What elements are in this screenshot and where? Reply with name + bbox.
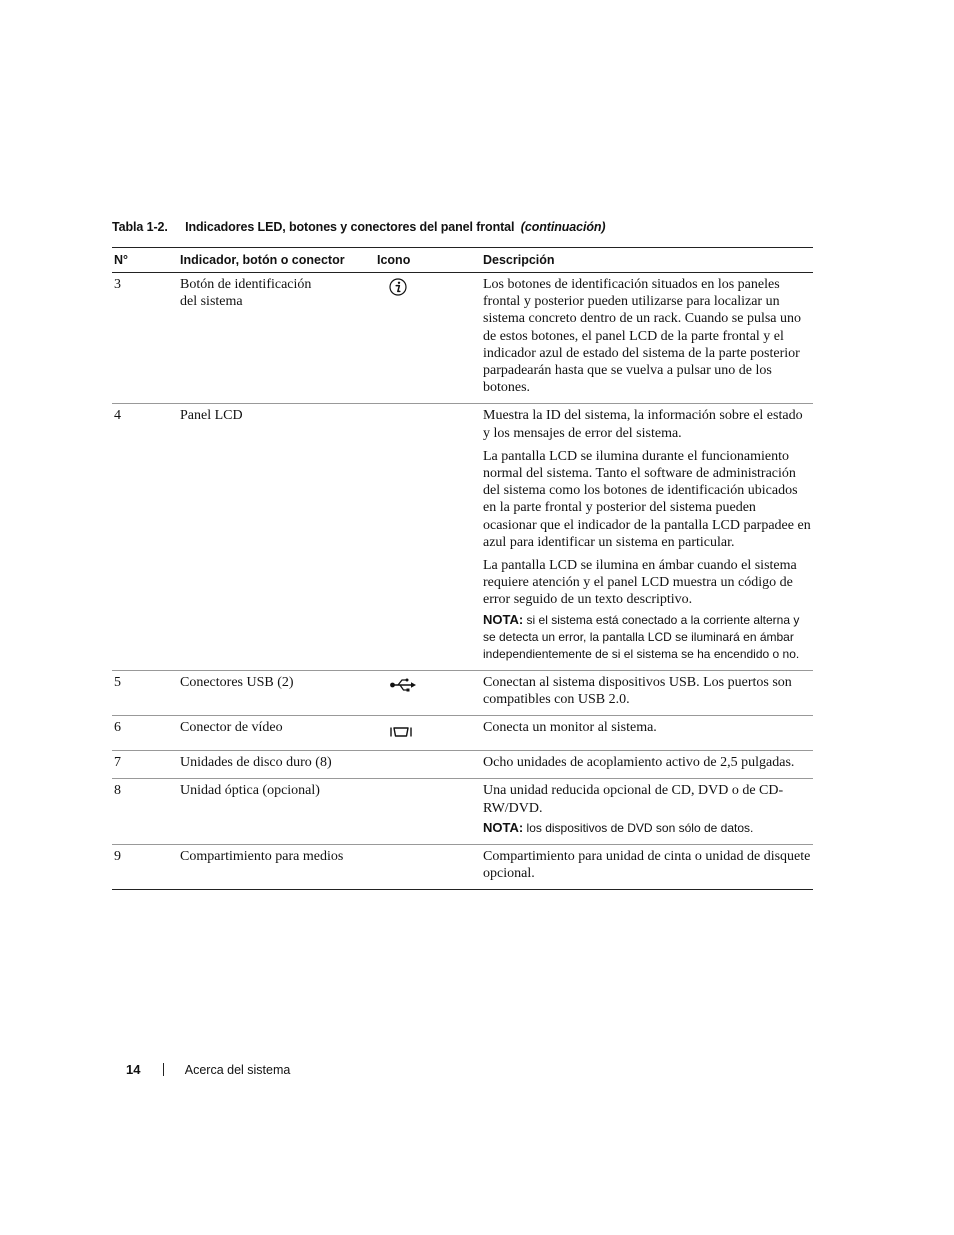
row-name-line: Botón de identificación	[180, 277, 312, 292]
row-desc	[483, 404, 813, 670]
row-icon-cell	[375, 404, 483, 670]
row-icon-cell	[375, 670, 483, 715]
row-name: Compartimiento para medios	[178, 844, 375, 889]
note-label: NOTA:	[483, 819, 524, 835]
desc-paragraph: La pantalla LCD se ilumina en ámbar cuando el sistema requiere atención y el panel LCD muestra un código de error seguido de un texto descriptivo.	[483, 558, 797, 608]
row-name: Conectores USB (2)	[178, 670, 375, 715]
row-desc	[483, 273, 813, 404]
page-number: 14	[126, 1062, 141, 1077]
row-desc	[483, 670, 813, 715]
row-num: 9	[112, 844, 178, 889]
table-row	[112, 779, 813, 844]
table-row	[112, 751, 813, 779]
row-desc	[483, 779, 813, 844]
row-desc	[483, 716, 813, 751]
row-num: 6	[112, 716, 178, 751]
row-num: 3	[112, 273, 178, 404]
row-name	[178, 273, 375, 404]
row-name-line: del sistema	[180, 294, 243, 310]
row-num: 8	[112, 779, 178, 844]
desc-paragraph: Conecta un monitor al sistema.	[483, 720, 657, 736]
row-icon-cell	[375, 273, 483, 404]
row-name: Unidades de disco duro (8)	[178, 751, 375, 779]
table-row	[112, 273, 813, 404]
row-num: 5	[112, 670, 178, 715]
row-icon-cell	[375, 751, 483, 779]
footer-divider	[163, 1063, 164, 1076]
row-desc	[483, 751, 813, 779]
caption-continuation: (continuación)	[520, 220, 606, 234]
header-icon: Icono	[375, 248, 483, 273]
desc-paragraph: Muestra la ID del sistema, la información sobre el estado y los mensajes de error del sistema.	[483, 408, 803, 441]
footer-section: Acerca del sistema	[184, 1063, 291, 1077]
desc-paragraph: Compartimiento para unidad de cinta o unidad de disquete opcional.	[483, 848, 811, 882]
caption-label: Tabla 1-2.	[112, 220, 168, 234]
desc-paragraph: Los botones de identificación situados en los paneles frontal y posterior pueden utilizarse para localizar un sistema concreto dentro de un rack. Cuando se pulsa uno de estos botones, el panel LCD de la parte frontal y el indicador azul de estado del sistema de la parte posterior parpadearán hasta que se vuelva a pulsar uno de los botones.	[483, 277, 802, 396]
usb-icon	[389, 676, 417, 694]
row-num: 7	[112, 751, 178, 779]
desc-paragraph: Conectan al sistema dispositivos USB. Los puertos son compatibles con USB 2.0.	[483, 674, 792, 707]
header-num: N°	[112, 248, 178, 273]
row-name: Unidad óptica (opcional)	[178, 779, 375, 844]
note-text: si el sistema está conectado a la corriente alterna y se detecta un error, la pantalla LCD se iluminará en ámbar independientemente de si el sistema se ha encendido o no.	[483, 612, 800, 661]
header-name: Indicador, botón o conector	[178, 248, 375, 273]
row-icon-cell	[375, 716, 483, 751]
table-row	[112, 670, 813, 715]
video-connector-icon	[389, 723, 413, 741]
table-row	[112, 844, 813, 889]
row-name: Panel LCD	[178, 404, 375, 670]
page-footer	[126, 1062, 290, 1077]
table-row	[112, 716, 813, 751]
row-icon-cell	[375, 779, 483, 844]
front-panel-table	[112, 247, 813, 890]
header-desc: Descripción	[483, 248, 813, 273]
row-icon-cell	[375, 844, 483, 889]
row-desc	[483, 844, 813, 889]
desc-paragraph: Ocho unidades de acoplamiento activo de 2,5 pulgadas.	[483, 755, 795, 771]
table-header-row	[112, 248, 813, 273]
caption-title: Indicadores LED, botones y conectores del panel frontal	[185, 220, 515, 234]
table-row	[112, 404, 813, 670]
note-text: los dispositivos de DVD son sólo de datos.	[526, 820, 754, 835]
system-id-icon	[389, 278, 407, 296]
row-name: Conector de vídeo	[178, 716, 375, 751]
note-label: NOTA:	[483, 611, 524, 627]
table-caption	[112, 220, 812, 234]
row-num: 4	[112, 404, 178, 670]
desc-paragraph: Una unidad reducida opcional de CD, DVD o de CD-RW/DVD.	[483, 783, 784, 816]
note	[483, 819, 811, 837]
note	[483, 611, 811, 663]
desc-paragraph: La pantalla LCD se ilumina durante el funcionamiento normal del sistema. Tanto el software de administración del sistema como los botones de identificación ubicados en la parte frontal y posterior del sistema pueden ocasionar que el indicador de la pantalla LCD parpadee en azul para identificar un sistema en particular.	[483, 448, 811, 550]
